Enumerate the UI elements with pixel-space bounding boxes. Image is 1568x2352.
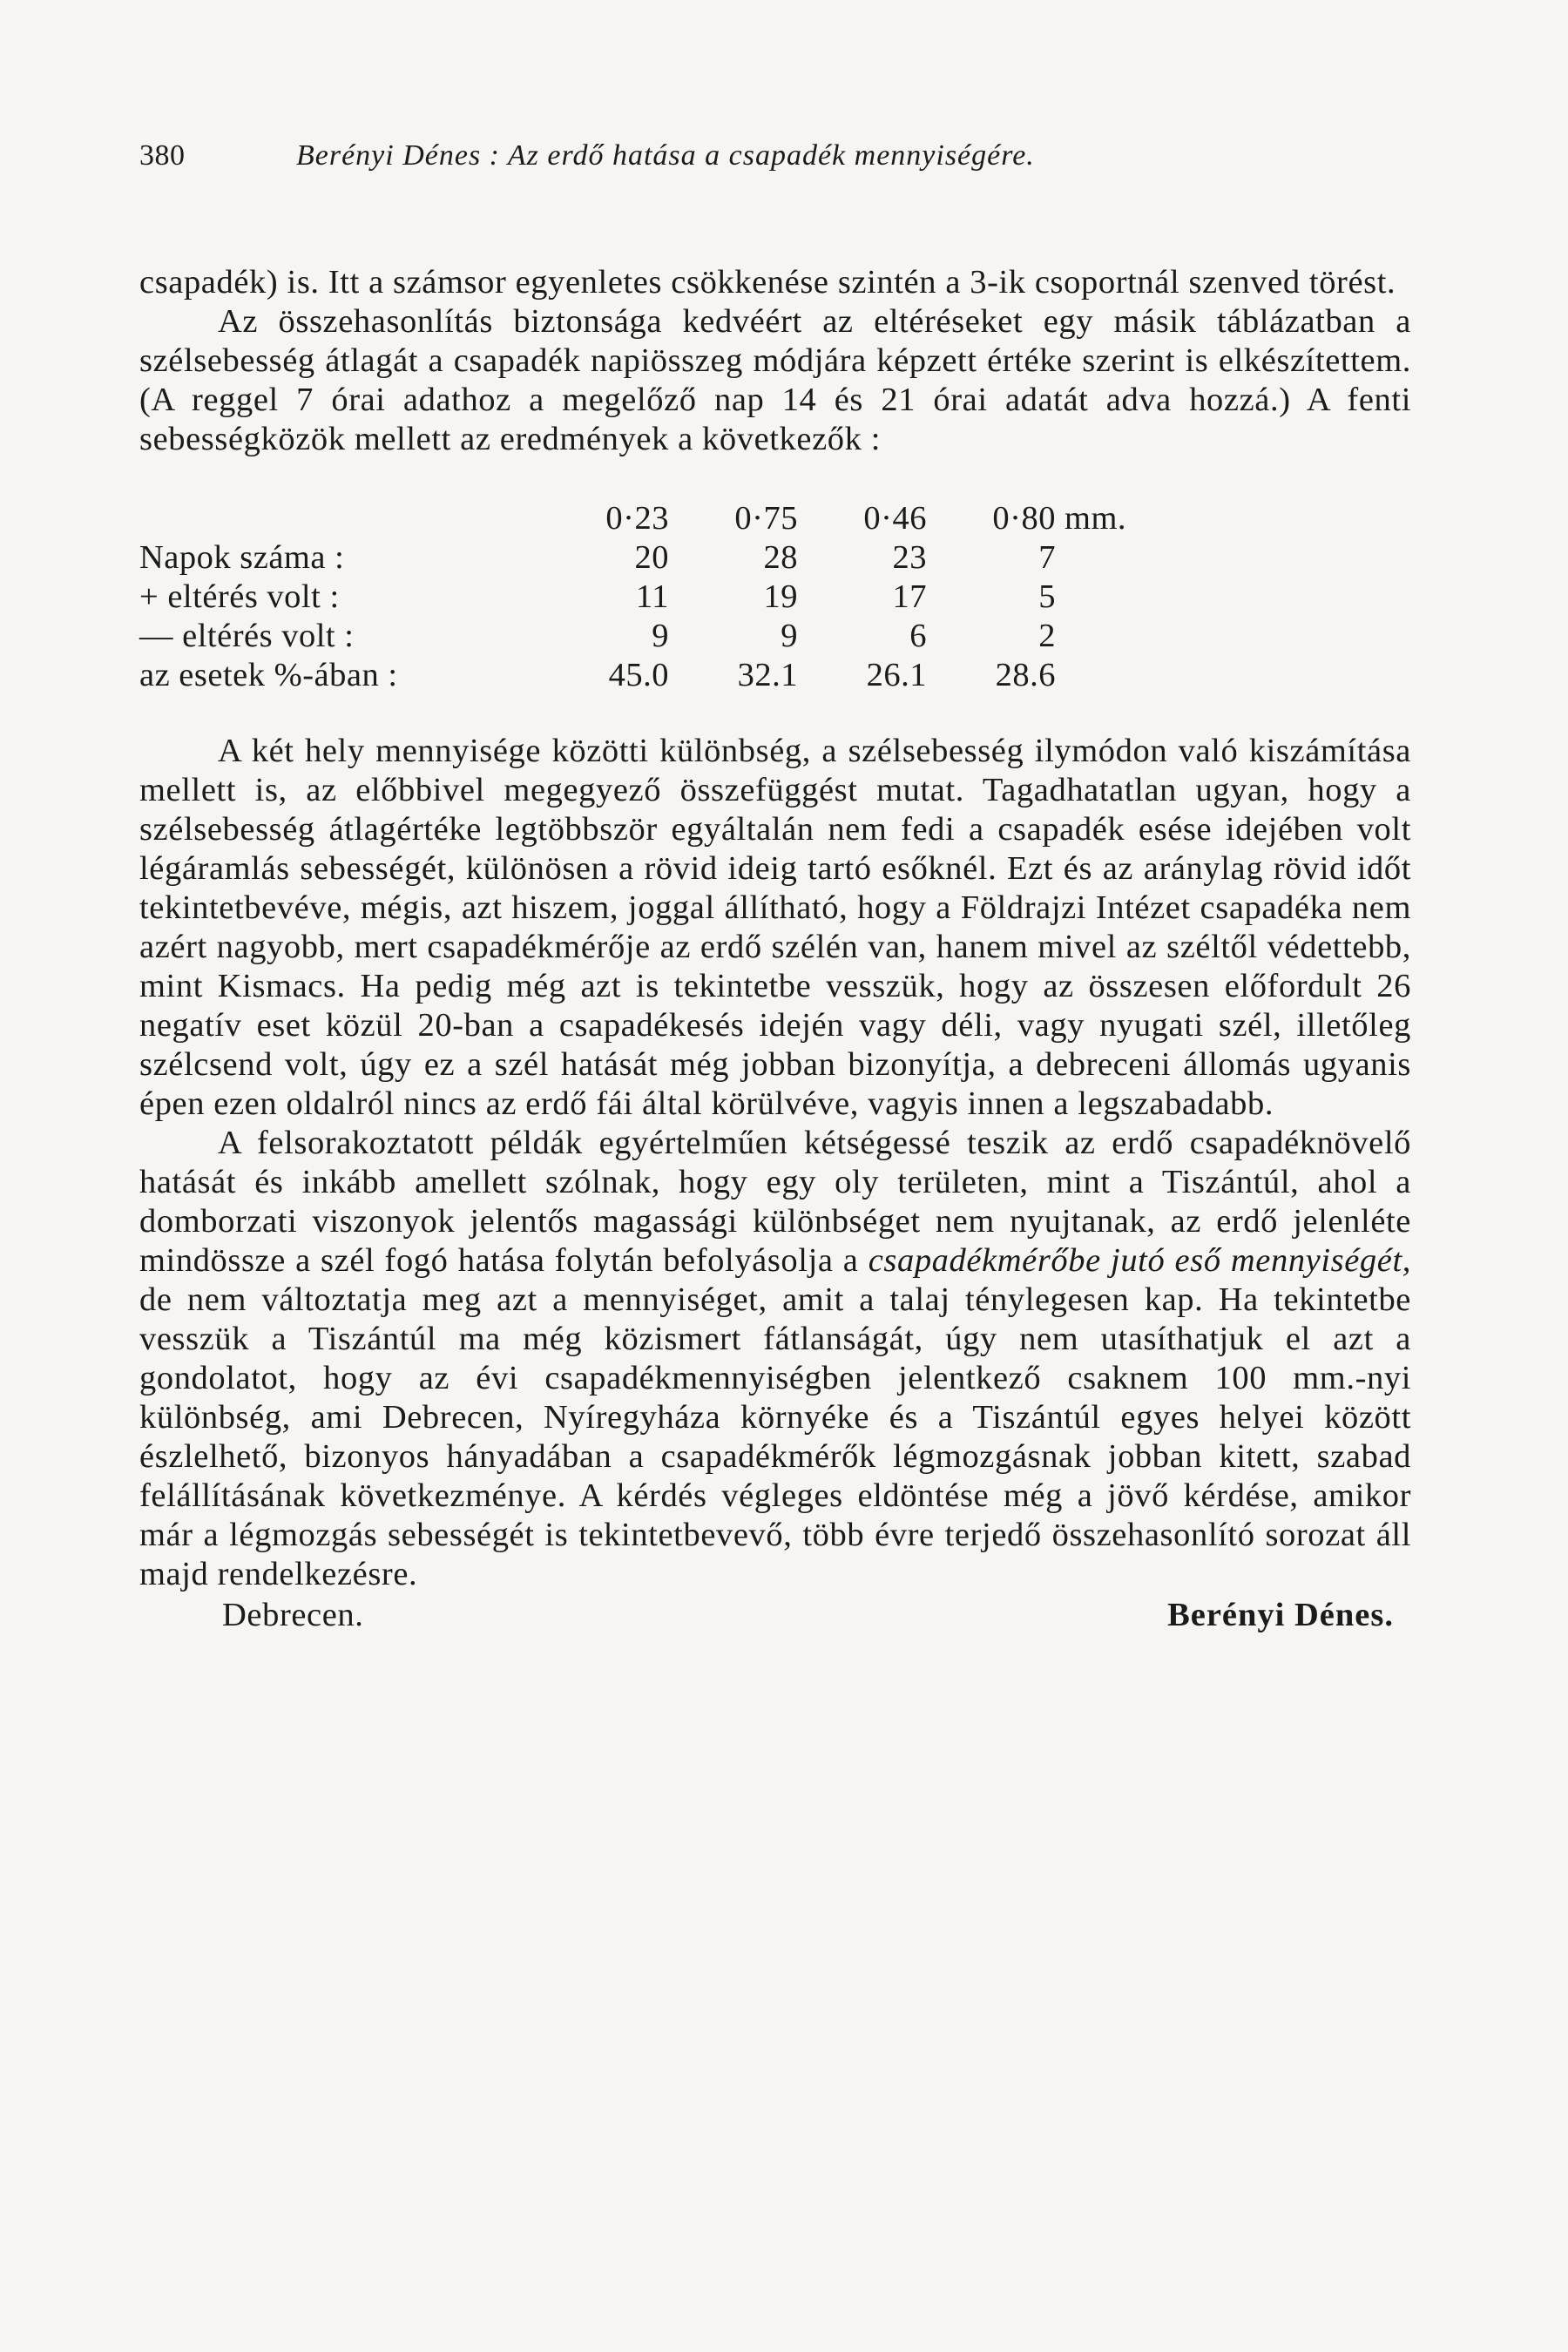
table-cell: 19 [763, 578, 798, 615]
table-cell: 45.0 [608, 657, 669, 693]
paragraph-4-part-1: A felsorakoztatott példák egyértelműen kétségessé teszik az erdő csapadéknövelő hatását és inkább amellett szólnak, hogy egy oly területen, mint a Tiszántúl, ahol a domborzati viszonyok jelentős magassági különbséget nem nyujtanak, az erdő jelenléte mindössze a szél fogó hatása folytán befolyásolja a [139, 1125, 1411, 1279]
signature-line [139, 1596, 1411, 1635]
paragraph-4-emphasis: csapadékmérőbe jutó eső mennyiségét, [868, 1242, 1411, 1279]
table-unit: mm. [1064, 500, 1127, 537]
running-header [139, 139, 1411, 172]
table-header-cell: 0·46 [863, 500, 927, 537]
table-header-row [139, 499, 1126, 538]
running-title: Berényi Dénes : Az erdő hatása a csapadék mennyiségére. [296, 139, 1035, 172]
table-header-cell: 0·75 [734, 500, 798, 537]
row-label: az esetek %-ában : [139, 657, 398, 693]
paragraph-1: csapadék) is. Itt a számsor egyenletes csökkenése szintén a 3-ik csoportnál szenved törést. [139, 264, 1396, 301]
table-cell: 6 [909, 618, 927, 654]
row-label: Napok száma : [139, 539, 345, 576]
paragraph-2: Az összehasonlítás biztonsága kedvéért az eltéréseket egy másik táblázatban a szélsebesség átlagát a csapadék napiösszeg módjára képzett értéke szerint is elkészítettem. (A reggel 7 órai adathoz a megelőző nap 14 és 21 órai adatát adva hozzá.) A fenti sebességközök mellett az eredmények a következők : [139, 303, 1411, 457]
table-row [139, 538, 1126, 578]
table-row [139, 656, 1126, 695]
paragraph-3: A két hely mennyisége közötti különbség, a szélsebesség ilymódon való kiszámítása mellett is, az előbbivel megegyező összefüggést mutat. Tagadhatatlan ugyan, hogy a szélsebesség átlagértéke legtöbbször egyáltalán nem fedi a csapadék esése idejében volt légáramlás sebességét, különösen a rövid ideig tartó esőknél. Ezt és az aránylag rövid időt tekintetbevéve, mégis, azt hiszem, joggal állítható, hogy a Földrajzi Intézet csapadéka nem azért nagyobb, mert csapadékmérője az erdő szélén van, hanem mivel az széltől védettebb, mint Kismacs. Ha pedig még azt is tekintetbe vesszük, hogy az összesen előfordult 26 negatív eset közül 20-ban a csapadékesés idején vagy déli, vagy nyugati szél, illetőleg szélcsend volt, úgy ez a szél hatását még jobban bizonyítja, a debreceni állomás ugyanis épen ezen oldalról nincs az erdő fái által körülvéve, vagyis innen a legszabadabb. [139, 733, 1411, 1122]
table-corner [139, 499, 540, 538]
signature-place: Debrecen. [222, 1597, 364, 1633]
results-table-wrapper [139, 499, 1411, 695]
table-cell: 26.1 [866, 657, 927, 693]
table-cell: 2 [1038, 618, 1056, 654]
table-cell: 5 [1038, 578, 1056, 615]
table-cell: 32.1 [737, 657, 798, 693]
signature-author: Berényi Dénes. [1167, 1597, 1394, 1633]
paragraph-4-part-2: de nem változtatja meg azt a mennyiséget, amit a talaj ténylegesen kap. Ha tekintetbe vesszük a Tiszántúl ma még közismert fátlanságát, úgy nem utasíthatjuk el azt a gondolatot, hogy az évi csapadékmennyiségben jelentkező csaknem 100 mm.-nyi különbség, ami Debrecen, Nyíregyháza környéke és a Tiszántúl egyes helyei között észlelhető, bizonyos hányadában a csapadékmérők légmozgásnak jobban kitett, szabad felállításának következménye. A kérdés végleges eldöntése még a jövő kérdése, amikor már a légmozgás sebességét is tekintetbevevő, több évre terjedő összehasonlító sorozat áll majd rendelkezésre. [139, 1281, 1411, 1592]
table-header-cell: 0·23 [605, 500, 669, 537]
table-cell: 11 [635, 578, 669, 615]
page-number: 380 [139, 139, 186, 172]
results-table [139, 499, 1126, 695]
paragraph-4 [139, 1124, 1411, 1594]
table-cell: 7 [1038, 539, 1056, 576]
row-label: + eltérés volt : [139, 578, 340, 615]
row-label: — eltérés volt : [139, 618, 355, 654]
table-cell: 28 [763, 539, 798, 576]
table-row [139, 578, 1126, 617]
table-cell: 9 [781, 618, 798, 654]
table-cell: 9 [652, 618, 669, 654]
table-cell: 28.6 [995, 657, 1056, 693]
table-row [139, 617, 1126, 656]
table-cell: 23 [892, 539, 927, 576]
table-cell: 17 [892, 578, 927, 615]
table-cell: 20 [634, 539, 669, 576]
page [139, 139, 1411, 1635]
table-header-cell: 0·80 [992, 500, 1056, 537]
